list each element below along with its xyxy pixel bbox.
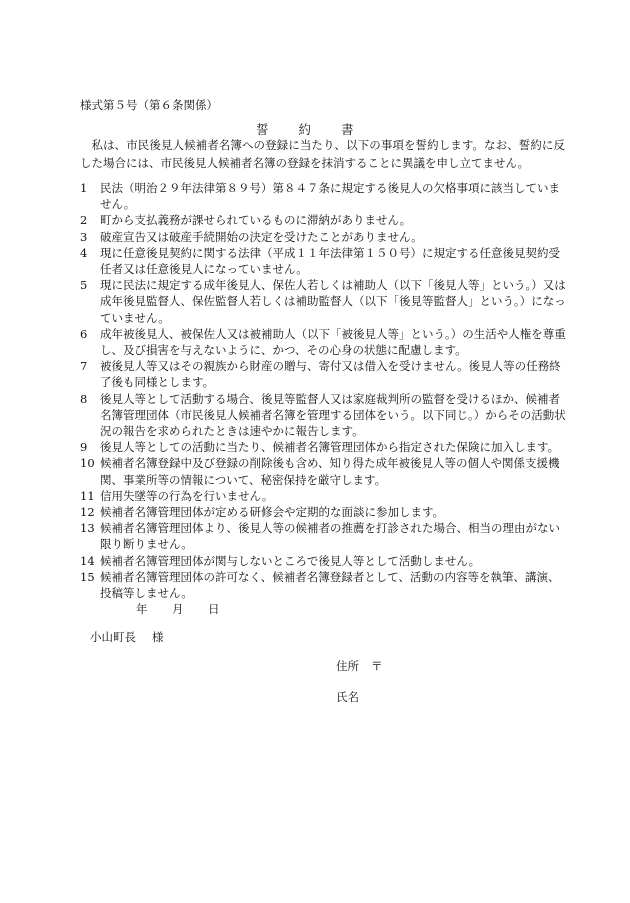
pledge-item <box>80 326 568 358</box>
intro-paragraph: 私は、市民後見人候補者名簿への登録に当たり、以下の事項を誓約します。なお、誓約に反した場合には、市民後見人候補者名簿の登録を抹消することに異議を申し立てません。 <box>80 138 565 170</box>
pledge-item <box>80 569 568 601</box>
pledge-item-text: 現に任意後見契約に関する法律（平成１１年法律第１５０号）に規定する任意後見契約受任者又は任意後見人になっていません。 <box>100 245 560 277</box>
pledge-item-number: 13 <box>80 521 95 536</box>
pledge-item-number: 5 <box>80 278 88 293</box>
pledge-item-text: 民法（明治２９年法律第８９号）第８４７条に規定する後見人の欠格事項に該当していません。 <box>100 181 560 212</box>
pledge-item-number: 12 <box>80 505 95 520</box>
addressee-name: 小山町長 <box>90 630 136 644</box>
pledge-item-text: 候補者名簿登録中及び登録の削除後も含め、知り得た成年被後見人等の個人や関係支援機関、事業所等の情報について、秘密保持を厳守します。 <box>100 456 560 487</box>
pledge-item-number: 6 <box>80 326 88 341</box>
pledge-item-text: 後見人等として活動する場合、後見等監督人又は家庭裁判所の監督を受けるほか、候補者名簿管理団体（市民後見人候補者名簿を管理する団体をいう。以下同じ。）からその活動状況の報告を求められたときは速やかに報告します。 <box>100 391 566 439</box>
pledge-item-text: 候補者名簿管理団体が関与しないところで後見人等として活動しません。 <box>100 553 481 568</box>
pledge-item <box>80 553 568 569</box>
pledge-item-number: 2 <box>80 213 88 228</box>
addressee <box>90 629 164 645</box>
address-label: 住所 <box>336 659 359 673</box>
pledge-item-number: 1 <box>80 181 88 195</box>
pledge-item <box>80 358 568 390</box>
pledge-item-text: 候補者名簿管理団体より、後見人等の候補者の推薦を打診された場合、相当の理由がない限り断りません。 <box>100 521 560 552</box>
pledge-item-text: 現に民法に規定する成年後見人、保佐人若しくは補助人（以下「後見人等」という。）又は成年後見監督人、保佐監督人若しくは補助監督人（以下「後見等監督人」という。）になっていません。 <box>100 278 566 325</box>
pledge-item-number: 11 <box>80 488 95 503</box>
pledge-item-text: 候補者名簿管理団体が定める研修会や定期的な面談に参加します。 <box>100 505 445 520</box>
name-field-label: 氏名 <box>336 690 359 704</box>
pledge-item <box>80 229 568 245</box>
document-title: 誓約書 <box>256 122 384 137</box>
pledge-item <box>80 277 568 326</box>
pledge-item-text: 破産宣告又は破産手続開始の決定を受けたことがありません。 <box>100 229 423 244</box>
pledge-item-text: 町から支払義務が課せられているものに滞納がありません。 <box>100 213 412 228</box>
postal-mark: 〒 <box>371 659 383 673</box>
pledge-item-text: 被後見人等又はその親族から財産の贈与、寄付又は借入を受けません。後見人等の任務終了後も同様とします。 <box>100 359 561 390</box>
date-line <box>136 601 220 617</box>
pledge-item-number: 9 <box>80 440 88 455</box>
pledge-item-number: 14 <box>80 553 95 568</box>
pledge-item-text: 後見人等としての活動に当たり、候補者名簿管理団体から指定された保険に加入します。 <box>100 440 560 455</box>
pledge-item <box>80 391 568 440</box>
pledge-item <box>80 455 568 487</box>
pledge-item-number: 8 <box>80 391 88 406</box>
pledge-item-number: 10 <box>80 456 95 471</box>
addressee-honorific: 様 <box>152 630 164 644</box>
pledge-item-number: 15 <box>80 569 95 584</box>
pledge-item <box>80 245 568 277</box>
address-field <box>336 658 383 674</box>
date-day-label: 日 <box>208 602 220 616</box>
date-month-label: 月 <box>172 602 184 616</box>
pledge-item <box>80 212 568 228</box>
pledge-item <box>80 504 568 520</box>
pledge-item <box>80 488 568 504</box>
pledge-list <box>80 180 568 601</box>
pledge-item-number: 3 <box>80 229 88 244</box>
date-year-label: 年 <box>136 602 148 616</box>
pledge-item <box>80 439 568 455</box>
pledge-item-text: 信用失墜等の行為を行いません。 <box>100 488 274 503</box>
pledge-item <box>80 520 568 552</box>
pledge-item-number: 7 <box>80 359 88 374</box>
pledge-item-text: 成年被後見人、被保佐人又は被補助人（以下「被後見人等」という。）の生活や人権を尊重し、及び損害を与えないように、かつ、その心身の状態に配慮します。 <box>100 326 566 358</box>
pledge-item-number: 4 <box>80 245 88 260</box>
pledge-item <box>80 180 568 212</box>
pledge-item-text: 候補者名簿管理団体の許可なく、候補者名簿登録者として、活動の内容等を執筆、講演、投稿等しません。 <box>100 569 560 601</box>
form-number: 様式第５号（第６条関係） <box>80 98 218 112</box>
